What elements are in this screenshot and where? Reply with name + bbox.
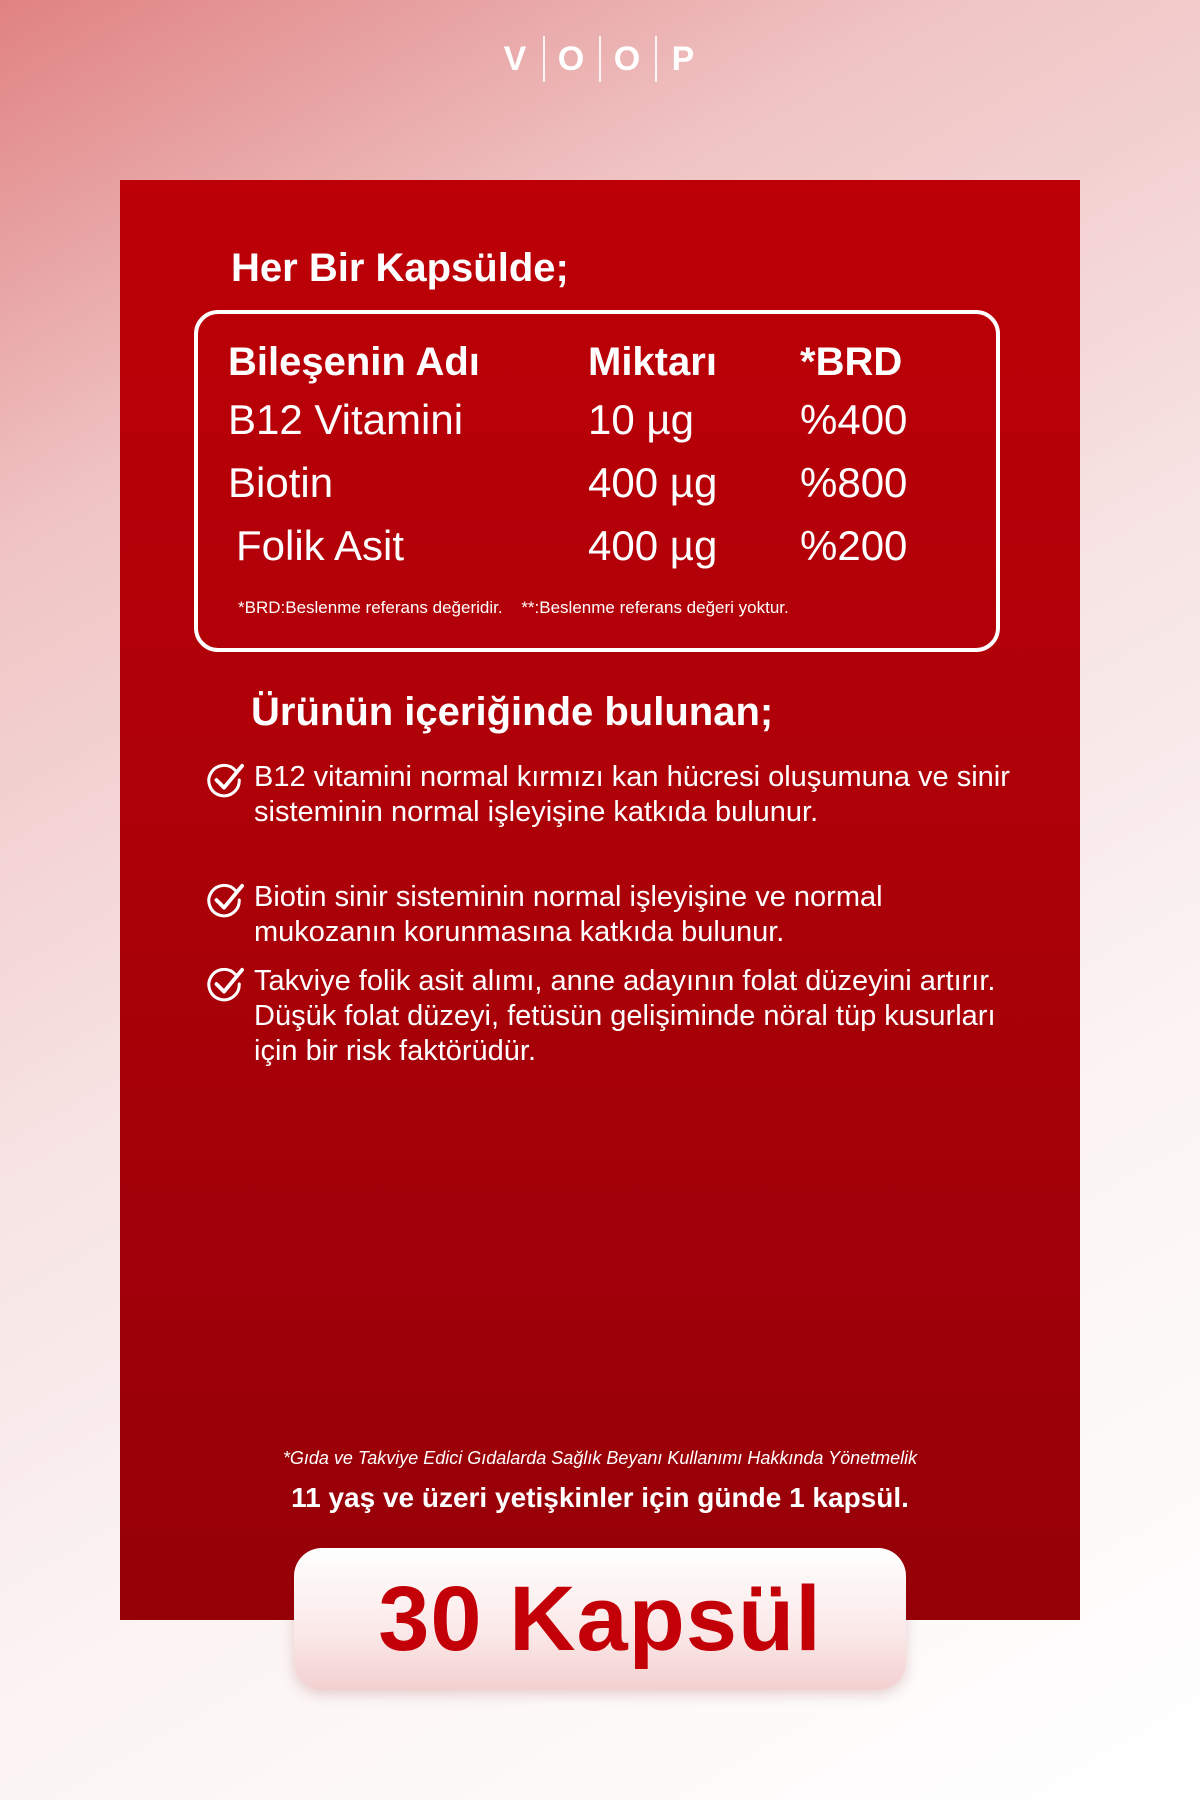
check-circle-icon xyxy=(206,966,244,1004)
benefit-item xyxy=(206,964,1014,1069)
capsule-count: 30 Kapsül xyxy=(378,1567,822,1670)
table-cell: Folik Asit xyxy=(236,522,405,569)
info-panel xyxy=(120,180,1080,1620)
table-cell: 10 µg xyxy=(588,396,694,443)
brand-logo xyxy=(0,36,1200,82)
brand-letter: V xyxy=(503,39,529,78)
brand-divider xyxy=(599,36,601,82)
benefits-title: Ürünün içeriğinde bulunan; xyxy=(251,690,774,734)
table-cell: %400 xyxy=(800,396,908,443)
brand-divider xyxy=(543,36,545,82)
table-cell: B12 Vitamini xyxy=(228,396,464,443)
brand-letter: O xyxy=(613,39,643,78)
table-note: *BRD:Beslenme referans değeridir. xyxy=(238,598,503,617)
benefit-text: B12 vitamini normal kırmızı kan hücresi oluşumuna ve sinir sisteminin normal işleyişine katkıda bulunur. xyxy=(254,761,1010,828)
table-header-amount: Miktarı xyxy=(588,340,717,384)
benefit-text: Biotin sinir sisteminin normal işleyişine ve normal mukozanın korunmasına katkıda bulunur. xyxy=(254,881,883,948)
brand-letter: P xyxy=(671,39,697,78)
check-circle-icon xyxy=(206,882,244,920)
table-cell: %200 xyxy=(800,522,908,569)
benefit-item xyxy=(206,760,1014,830)
table-cell: Biotin xyxy=(228,459,334,506)
capsule-count-badge xyxy=(294,1548,906,1690)
table-note: **:Beslenme referans değeri yoktur. xyxy=(521,598,789,617)
check-circle-icon xyxy=(206,762,244,800)
panel-title: Her Bir Kapsülde; xyxy=(231,246,569,290)
brand-letter: O xyxy=(557,39,587,78)
table-header-brd: *BRD xyxy=(800,340,903,384)
table-cell: 400 µg xyxy=(588,459,718,506)
brand-divider xyxy=(655,36,657,82)
ingredients-table xyxy=(194,310,1000,652)
benefit-item xyxy=(206,880,1014,950)
table-cell: %800 xyxy=(800,459,908,506)
table-cell: 400 µg xyxy=(588,522,718,569)
table-notes xyxy=(238,598,789,618)
regulation-footnote: *Gıda ve Takviye Edici Gıdalarda Sağlık Beyanı Kullanımı Hakkında Yönetmelik xyxy=(282,1448,918,1468)
benefit-text: Takviye folik asit alımı, anne adayının folat düzeyini artırır. Düşük folat düzeyi, fetüsün gelişiminde nöral tüp kusurları için bir risk faktörüdür. xyxy=(254,965,996,1067)
dosage-instruction: 11 yaş ve üzeri yetişkinler için günde 1 kapsül. xyxy=(291,1482,909,1513)
table-header-ingredient: Bileşenin Adı xyxy=(228,340,480,384)
